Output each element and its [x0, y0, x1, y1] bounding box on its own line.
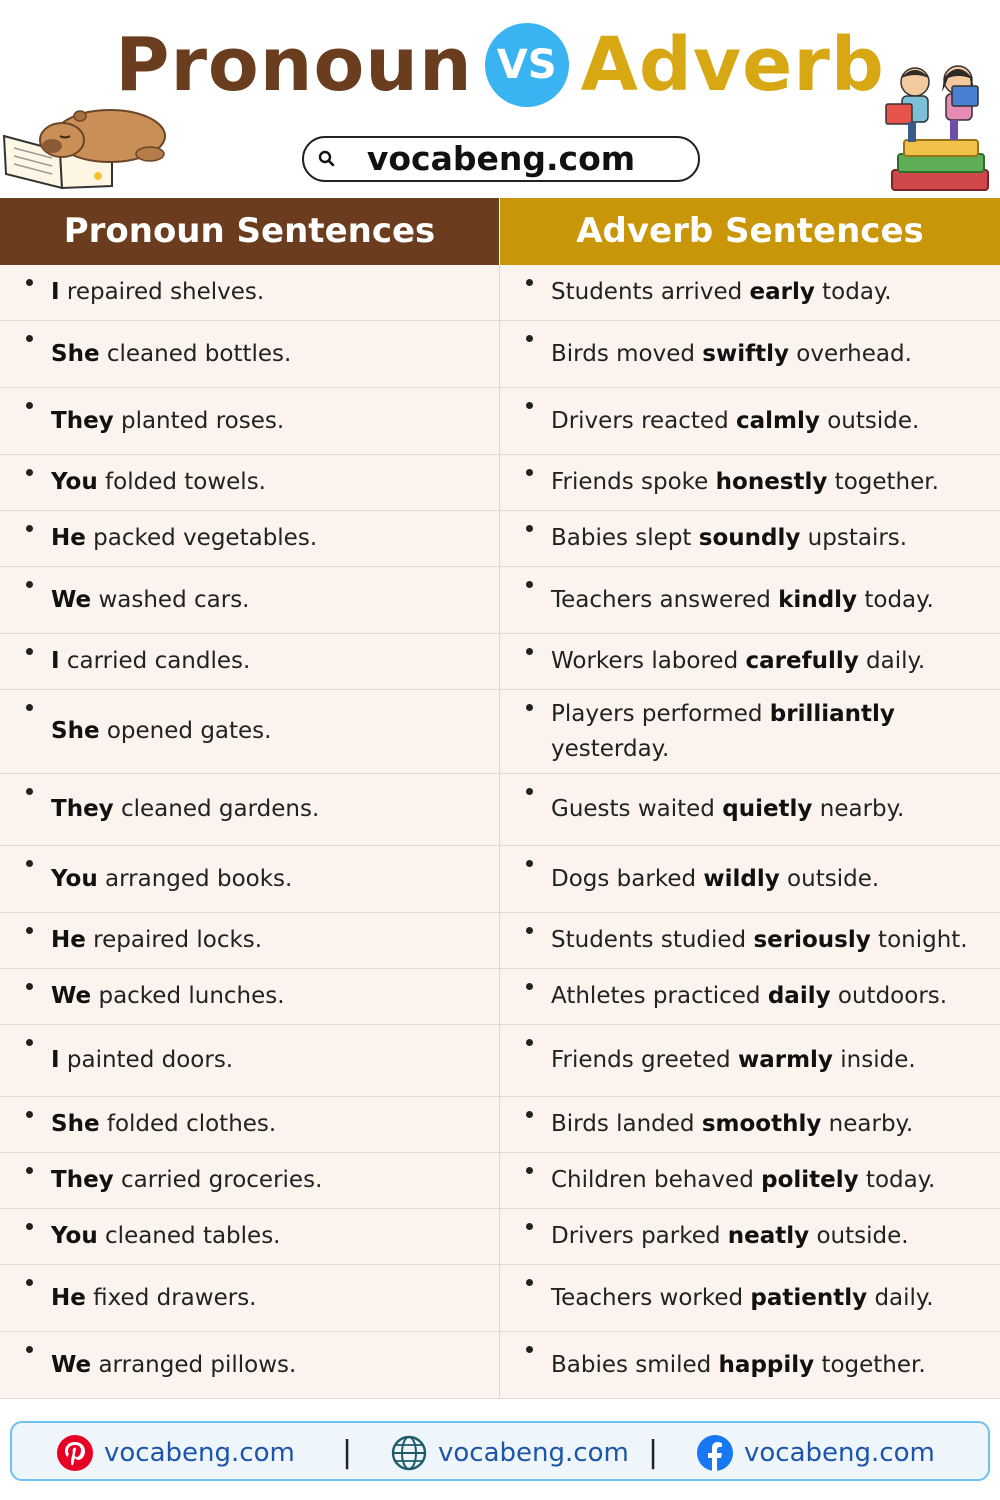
table-row: [0, 388, 1000, 455]
adverb-sentence-end: overhead.: [788, 340, 912, 367]
pinterest-icon: [56, 1434, 94, 1472]
bullet-point: [26, 788, 33, 795]
adverb-sentence-cell: [500, 1153, 1000, 1208]
pronoun-sentence: [51, 1219, 281, 1254]
adverb-sentence-start: Dogs barked: [551, 865, 704, 892]
adverb-sentence-start: Players performed: [551, 700, 770, 727]
bullet-point: [26, 1039, 33, 1046]
adverb-sentence-end: together.: [827, 469, 939, 495]
adverb-word: early: [749, 279, 815, 305]
table-row: [0, 846, 1000, 913]
adverb-sentence-end: outdoors.: [830, 983, 948, 1009]
table-body: [0, 265, 1000, 1399]
adverb-sentence: [551, 1043, 916, 1078]
adverb-sentence-end: outside.: [819, 407, 920, 434]
table-row: [0, 634, 1000, 690]
adverb-sentence-cell: [500, 1025, 1000, 1096]
adverb-sentence: [551, 923, 968, 958]
adverb-sentence-start: Birds landed: [551, 1111, 702, 1137]
pronoun-word: We: [51, 586, 92, 613]
adverb-word: swiftly: [702, 340, 789, 367]
bullet-point: [526, 648, 533, 655]
adverb-sentence-start: Drivers reacted: [551, 407, 736, 434]
adverb-word: politely: [761, 1167, 859, 1193]
adverb-sentence-start: Teachers worked: [551, 1284, 751, 1311]
adverb-sentence: [551, 1163, 935, 1198]
adverb-sentence-start: Drivers parked: [551, 1223, 728, 1249]
adverb-sentence: [551, 862, 879, 897]
table-row: [0, 1025, 1000, 1097]
pronoun-word: They: [51, 796, 114, 822]
bullet-point: [526, 983, 533, 990]
pronoun-sentence: [51, 1043, 233, 1078]
adverb-sentence-end: together.: [814, 1351, 926, 1378]
bullet-point: [26, 1223, 33, 1230]
pronoun-sentence-rest: cleaned gardens.: [113, 796, 320, 822]
bullet-point: [526, 860, 533, 867]
bullet-point: [526, 1223, 533, 1230]
pronoun-sentence: [51, 979, 285, 1014]
adverb-sentence: [551, 521, 907, 556]
pronoun-sentence: [51, 465, 266, 500]
pronoun-sentence: [51, 337, 291, 372]
adverb-sentence-cell: [500, 969, 1000, 1024]
adverb-sentence-end: yesterday.: [551, 735, 670, 762]
pronoun-sentence-rest: packed lunches.: [91, 983, 285, 1009]
adverb-sentence: [551, 1281, 934, 1316]
adverb-sentence-start: Friends spoke: [551, 469, 716, 495]
table-row: [0, 1209, 1000, 1265]
bullet-point: [26, 1167, 33, 1174]
pronoun-sentence-cell: [0, 634, 500, 689]
bullet-point: [526, 1167, 533, 1174]
adverb-sentence-end: nearby.: [812, 796, 905, 822]
adverb-sentence-end: daily.: [858, 648, 926, 674]
adverb-word: calmly: [736, 407, 820, 434]
bullet-point: [26, 648, 33, 655]
footer-separator: |: [648, 1435, 659, 1470]
adverb-sentence: [551, 465, 939, 500]
table-row: [0, 774, 1000, 846]
adverb-sentence-start: Babies smiled: [551, 1351, 719, 1378]
bullet-point: [526, 279, 533, 286]
adverb-sentence-end: outside.: [779, 865, 880, 892]
adverb-sentence: [551, 792, 904, 827]
bullet-point: [526, 402, 533, 409]
bullet-point: [526, 1279, 533, 1286]
pronoun-sentence-cell: [0, 455, 500, 510]
pronoun-sentence-rest: painted doors.: [59, 1047, 234, 1073]
pronoun-word: You: [51, 1223, 98, 1249]
facebook-link-text: vocabeng.com: [744, 1438, 935, 1468]
pronoun-sentence-cell: [0, 1332, 500, 1398]
pronoun-sentence: [51, 583, 249, 618]
pronoun-sentence-rest: cleaned bottles.: [99, 340, 292, 367]
pronoun-word: I: [51, 648, 60, 674]
adverb-sentence: [551, 1107, 913, 1142]
bullet-point: [526, 1346, 533, 1353]
footer-facebook[interactable]: [696, 1435, 935, 1471]
pronoun-sentence-rest: repaired locks.: [85, 927, 263, 953]
pronoun-sentence: [51, 923, 262, 958]
adverb-word: soundly: [698, 525, 801, 551]
adverb-word: kindly: [778, 586, 858, 613]
bullet-point: [26, 704, 33, 711]
pronoun-sentence-rest: opened gates.: [99, 718, 272, 744]
bullet-point: [526, 927, 533, 934]
adverb-sentence-cell: [500, 1332, 1000, 1398]
adverb-sentence-cell: [500, 774, 1000, 845]
adverb-sentence-cell: [500, 690, 1000, 773]
adverb-sentence-cell: [500, 265, 1000, 320]
bullet-point: [526, 1111, 533, 1118]
pronoun-sentence-cell: [0, 913, 500, 968]
pronoun-sentence-rest: washed cars.: [91, 586, 250, 613]
adverb-sentence-end: today.: [814, 279, 892, 305]
pronoun-sentence-rest: repaired shelves.: [59, 279, 265, 305]
pronoun-sentence-rest: carried groceries.: [113, 1167, 323, 1193]
pronoun-sentence-cell: [0, 969, 500, 1024]
adverb-sentence: [551, 644, 925, 679]
pronoun-word: We: [51, 983, 92, 1009]
adverb-sentence: [551, 583, 934, 618]
pronoun-sentence: [51, 1348, 296, 1383]
pronoun-word: You: [51, 865, 98, 892]
adverb-sentence-cell: [500, 388, 1000, 454]
pronoun-sentence-cell: [0, 1265, 500, 1331]
adverb-sentence-cell: [500, 634, 1000, 689]
pronoun-word: She: [51, 718, 100, 744]
bullet-point: [526, 525, 533, 532]
adverb-sentence-cell: [500, 846, 1000, 912]
header-pronoun-sentences: Pronoun Sentences: [0, 198, 500, 265]
bullet-point: [526, 1039, 533, 1046]
table-row: [0, 511, 1000, 567]
vs-badge: VS: [485, 23, 569, 107]
pronoun-word: We: [51, 1351, 92, 1378]
pronoun-sentence-rest: carried candles.: [59, 648, 251, 674]
pronoun-sentence-cell: [0, 511, 500, 566]
pronoun-word: They: [51, 1167, 114, 1193]
adverb-sentence-end: upstairs.: [800, 525, 908, 551]
adverb-word: happily: [718, 1351, 815, 1378]
adverb-sentence: [551, 697, 986, 767]
pronoun-sentence-rest: arranged books.: [97, 865, 293, 892]
table-row: [0, 913, 1000, 969]
adverb-sentence-cell: [500, 455, 1000, 510]
pronoun-sentence-rest: folded clothes.: [99, 1111, 277, 1137]
bullet-point: [26, 1346, 33, 1353]
adverb-sentence-cell: [500, 1265, 1000, 1331]
footer-separator: |: [342, 1435, 353, 1470]
adverb-word: warmly: [737, 1047, 833, 1073]
pronoun-word: They: [51, 407, 114, 434]
bullet-point: [26, 581, 33, 588]
pronoun-sentence-cell: [0, 690, 500, 773]
adverb-word: patiently: [750, 1284, 868, 1311]
adverb-sentence-start: Children behaved: [551, 1167, 762, 1193]
footer-website[interactable]: [390, 1435, 629, 1471]
pronoun-sentence-cell: [0, 321, 500, 387]
adverb-sentence-cell: [500, 913, 1000, 968]
adverb-sentence-start: Athletes practiced: [551, 983, 768, 1009]
pronoun-sentence-cell: [0, 265, 500, 320]
pronoun-word: She: [51, 1111, 100, 1137]
bullet-point: [526, 469, 533, 476]
adverb-sentence-cell: [500, 1209, 1000, 1264]
bullet-point: [26, 279, 33, 286]
pronoun-word: He: [51, 927, 86, 953]
adverb-word: smoothly: [701, 1111, 822, 1137]
pronoun-word: You: [51, 469, 98, 495]
adverb-sentence-start: Teachers answered: [551, 586, 779, 613]
pronoun-sentence-cell: [0, 846, 500, 912]
pronoun-sentence: [51, 521, 317, 556]
capybara-reading-illustration: [0, 96, 180, 196]
adverb-sentence: [551, 1348, 926, 1383]
pronoun-sentence-cell: [0, 567, 500, 633]
adverb-sentence-start: Guests waited: [551, 796, 723, 822]
title-pronoun: Pronoun: [115, 22, 473, 108]
adverb-sentence: [551, 275, 892, 310]
bullet-point: [26, 927, 33, 934]
adverb-sentence: [551, 1219, 909, 1254]
comparison-table: [0, 198, 1000, 1399]
pronoun-sentence-rest: fixed drawers.: [85, 1284, 257, 1311]
pronoun-sentence-cell: [0, 774, 500, 845]
pronoun-sentence-cell: [0, 388, 500, 454]
pronoun-sentence: [51, 862, 292, 897]
pronoun-sentence-rest: arranged pillows.: [91, 1351, 297, 1378]
pinterest-link-text: vocabeng.com: [104, 1438, 295, 1468]
pronoun-sentence-cell: [0, 1209, 500, 1264]
pronoun-sentence: [51, 792, 319, 827]
pronoun-sentence: [51, 1107, 276, 1142]
adverb-sentence: [551, 979, 947, 1014]
adverb-sentence-cell: [500, 567, 1000, 633]
pronoun-word: He: [51, 1284, 86, 1311]
pronoun-word: I: [51, 279, 60, 305]
pronoun-word: He: [51, 525, 86, 551]
table-row: [0, 567, 1000, 634]
pronoun-sentence-cell: [0, 1153, 500, 1208]
pronoun-sentence: [51, 1281, 256, 1316]
bullet-point: [26, 1279, 33, 1286]
table-header: [0, 198, 1000, 265]
header-adverb-sentences: Adverb Sentences: [500, 198, 1000, 265]
adverb-sentence-cell: [500, 511, 1000, 566]
adverb-sentence-start: Students studied: [551, 927, 754, 953]
pronoun-sentence-cell: [0, 1097, 500, 1152]
adverb-sentence-end: inside.: [832, 1047, 916, 1073]
kids-reading-illustration: [880, 60, 995, 196]
pronoun-sentence-rest: packed vegetables.: [85, 525, 318, 551]
table-row: [0, 455, 1000, 511]
pronoun-sentence: [51, 644, 250, 679]
table-row: [0, 1097, 1000, 1153]
adverb-sentence-end: today.: [857, 586, 934, 613]
bullet-point: [26, 525, 33, 532]
pronoun-sentence-cell: [0, 1025, 500, 1096]
bullet-point: [26, 402, 33, 409]
facebook-icon: [696, 1434, 734, 1472]
website-link-text: vocabeng.com: [438, 1438, 629, 1468]
adverb-sentence-end: daily.: [867, 1284, 934, 1311]
page-header: [0, 0, 1000, 198]
pronoun-sentence: [51, 275, 264, 310]
pronoun-sentence-rest: cleaned tables.: [97, 1223, 281, 1249]
adverb-word: daily: [767, 983, 831, 1009]
search-text: vocabeng.com: [366, 139, 636, 178]
table-row: [0, 1265, 1000, 1332]
adverb-sentence-end: tonight.: [870, 927, 968, 953]
bullet-point: [526, 581, 533, 588]
table-row: [0, 1332, 1000, 1399]
adverb-sentence-start: Students arrived: [551, 279, 750, 305]
footer-links: [10, 1421, 990, 1481]
bullet-point: [526, 335, 533, 342]
pronoun-word: I: [51, 1047, 60, 1073]
pronoun-word: She: [51, 340, 100, 367]
bullet-point: [26, 860, 33, 867]
table-row: [0, 690, 1000, 774]
adverb-sentence: [551, 337, 912, 372]
adverb-sentence-cell: [500, 1097, 1000, 1152]
adverb-word: honestly: [715, 469, 828, 495]
bullet-point: [526, 788, 533, 795]
pronoun-sentence: [51, 404, 284, 439]
table-row: [0, 969, 1000, 1025]
adverb-sentence-start: Babies slept: [551, 525, 699, 551]
table-row: [0, 1153, 1000, 1209]
pronoun-sentence-rest: planted roses.: [113, 407, 285, 434]
globe-icon: [390, 1434, 428, 1472]
bullet-point: [26, 469, 33, 476]
pronoun-sentence: [51, 1163, 322, 1198]
adverb-sentence-start: Birds moved: [551, 340, 703, 367]
adverb-sentence-start: Workers labored: [551, 648, 746, 674]
table-row: [0, 321, 1000, 388]
bullet-point: [526, 704, 533, 711]
bullet-point: [26, 983, 33, 990]
search-bar: [302, 136, 700, 182]
pronoun-sentence-rest: folded towels.: [97, 469, 266, 495]
adverb-word: seriously: [753, 927, 871, 953]
title-adverb: Adverb: [580, 22, 885, 108]
adverb-word: brilliantly: [769, 700, 895, 727]
adverb-sentence-cell: [500, 321, 1000, 387]
adverb-sentence: [551, 404, 919, 439]
adverb-sentence-end: today.: [858, 1167, 936, 1193]
footer-pinterest[interactable]: [56, 1435, 295, 1471]
adverb-word: carefully: [745, 648, 859, 674]
adverb-sentence-start: Friends greeted: [551, 1047, 738, 1073]
adverb-word: quietly: [722, 796, 813, 822]
adverb-word: wildly: [703, 865, 780, 892]
table-row: [0, 265, 1000, 321]
adverb-word: neatly: [727, 1223, 810, 1249]
bullet-point: [26, 1111, 33, 1118]
pronoun-sentence: [51, 714, 271, 749]
bullet-point: [26, 335, 33, 342]
adverb-sentence-end: nearby.: [821, 1111, 914, 1137]
adverb-sentence-end: outside.: [809, 1223, 909, 1249]
